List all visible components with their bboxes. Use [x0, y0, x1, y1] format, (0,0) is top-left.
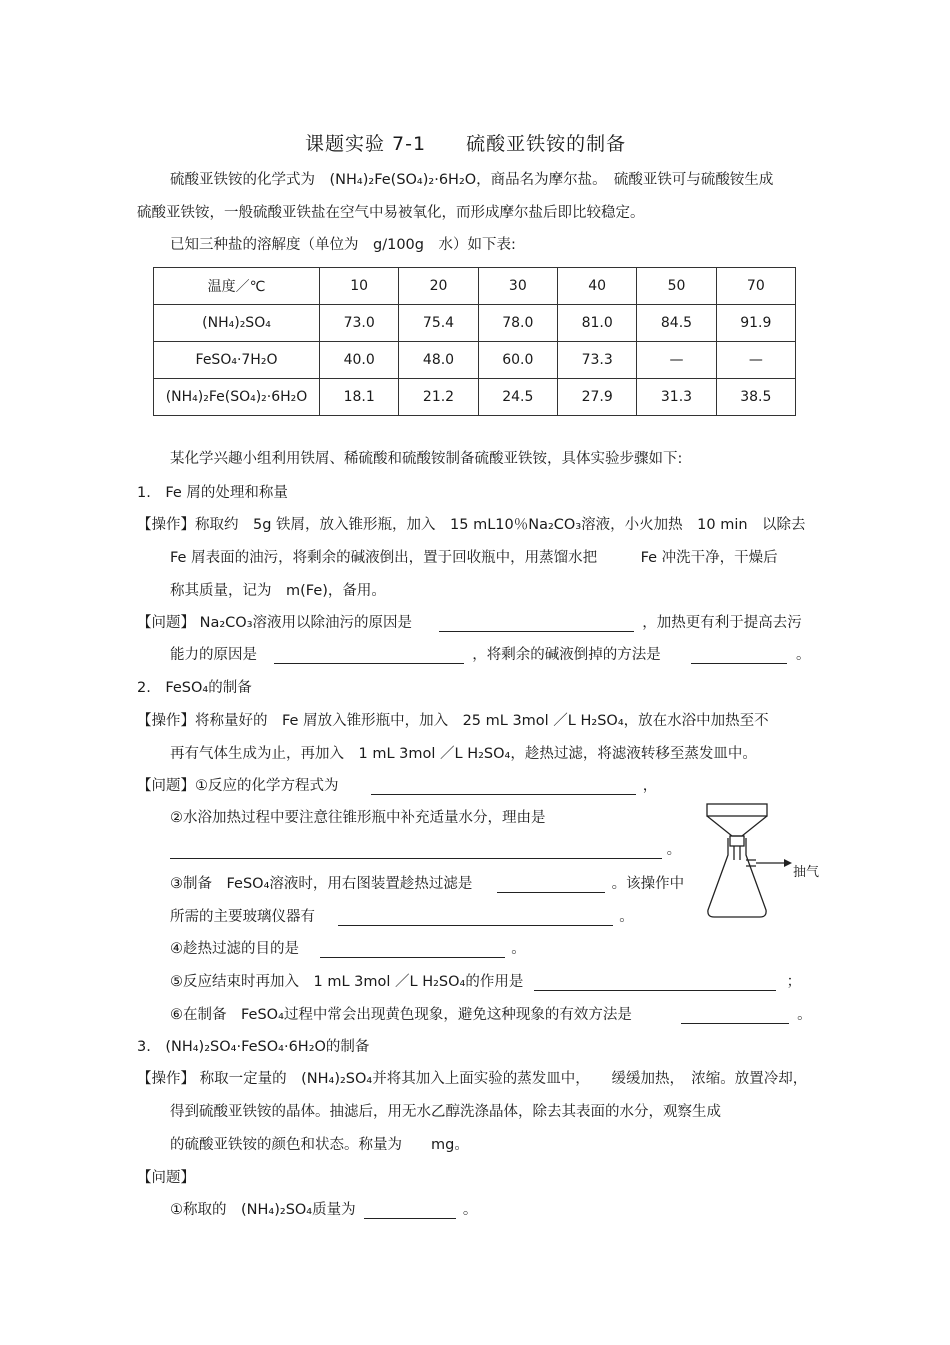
table-cell: 20 [399, 268, 478, 305]
funnel-stem-icon [734, 846, 740, 860]
section-3-heading: 3. (NH₄)₂SO₄·FeSO₄·6H₂O的制备 [137, 1039, 370, 1055]
s1-operation-line-1: 【操作】称取约 5g 铁屑，放入锥形瓶，加入 15 mL10％Na₂CO₃溶液，小火加热 10 min 以除去 [137, 517, 806, 533]
solubility-table [153, 267, 796, 416]
s2-question-2-answer-line [170, 838, 681, 859]
s2-q3-text: ③制备 FeSO₄溶液时，用右图装置趁热过滤是 [170, 876, 473, 892]
s2-question-3 [170, 872, 684, 893]
s2-question-5 [170, 970, 801, 991]
answer-blank[interactable] [364, 1202, 456, 1219]
funnel-top-icon [707, 804, 767, 816]
lead-paragraph: 某化学兴趣小组利用铁屑、稀硫酸和硫酸铵制备硫酸亚铁铵，具体实验步骤如下: [170, 451, 683, 467]
table-cell: — [637, 342, 716, 379]
table-cell: 60.0 [478, 342, 557, 379]
table-cell: 21.2 [399, 379, 478, 416]
intro-line-2: 硫酸亚铁铵，一般硫酸亚铁盐在空气中易被氧化，而形成摩尔盐后即比较稳定。 [137, 205, 645, 221]
table-cell: 73.0 [320, 305, 399, 342]
s3-question-label: 【问题】 [137, 1170, 195, 1186]
s3-q1-end: 。 [462, 1202, 478, 1218]
s2-question-2: ②水浴加热过程中要注意往锥形瓶中补充适量水分，理由是 [170, 810, 546, 826]
s3-operation-line-1: 【操作】 称取一定量的 (NH₄)₂SO₄并将其加入上面实验的蒸发皿中， 缓缓加热， 浓缩。放置冷却， [137, 1071, 808, 1087]
answer-blank[interactable] [681, 1007, 789, 1024]
table-cell: (NH₄)₂SO₄ [154, 305, 320, 342]
s1-q1-tail: ，加热更有利于提高去污 [642, 615, 802, 631]
table-cell: 81.0 [557, 305, 636, 342]
funnel-body-icon [707, 816, 767, 836]
answer-blank[interactable] [320, 941, 505, 958]
table-cell: 30 [478, 268, 557, 305]
s2-q6-text: ⑥在制备 FeSO₄过程中常会出现黄色现象，避免这种现象的有效方法是 [170, 1007, 632, 1023]
s1-operation-line-3: 称其质量，记为 m(Fe)，备用。 [170, 583, 386, 599]
s1-question-line-2 [170, 643, 810, 664]
answer-blank[interactable] [439, 615, 634, 632]
s2-operation-line-2: 再有气体生成为止，再加入 1 mL 3mol ／L H₂SO₄，趁热过滤，将滤液转移至蒸发皿中。 [170, 746, 757, 762]
s1-operation-line-2: Fe 屑表面的油污，将剩余的碱液倒出，置于回收瓶中，用蒸馏水把 Fe 冲洗干净，干燥后 [170, 550, 778, 566]
s2-q4-end: 。 [511, 941, 526, 957]
s1-question-line-1 [137, 611, 802, 632]
table-cell: 38.5 [716, 379, 795, 416]
intro-line-3: 已知三种盐的溶解度（单位为 g/100g 水）如下表: [170, 237, 516, 253]
stopper-icon [730, 836, 744, 846]
s2-q3-end: 。 [619, 909, 634, 925]
table-cell: 31.3 [637, 379, 716, 416]
section-1-heading: 1. Fe 屑的处理和称量 [137, 485, 288, 501]
table-cell: 18.1 [320, 379, 399, 416]
s2-q3-cont-text: 所需的主要玻璃仪器有 [170, 909, 315, 925]
table-cell: 78.0 [478, 305, 557, 342]
s1-q2-text: 能力的原因是 [170, 647, 257, 663]
table-cell: 91.9 [716, 305, 795, 342]
s2-q5-end: ； [786, 974, 802, 990]
s3-q1-text: ①称取的 (NH₄)₂SO₄质量为 [170, 1202, 356, 1218]
table-cell: 温度／℃ [154, 268, 320, 305]
answer-blank[interactable] [274, 647, 464, 664]
table-cell: (NH₄)₂Fe(SO₄)₂·6H₂O [154, 379, 320, 416]
s2-question-4 [170, 937, 526, 958]
s3-operation-line-2: 得到硫酸亚铁铵的晶体。抽滤后，用无水乙醇洗涤晶体，除去其表面的水分，观察生成 [170, 1104, 721, 1120]
page-title: 课题实验 7-1 硫酸亚铁铵的制备 [305, 133, 627, 155]
answer-blank[interactable] [170, 842, 662, 859]
table-cell: 48.0 [399, 342, 478, 379]
s1-q2-end: 。 [795, 647, 811, 663]
flask-icon [708, 838, 766, 917]
table-cell: 75.4 [399, 305, 478, 342]
answer-blank[interactable] [371, 778, 636, 795]
answer-blank[interactable] [534, 974, 776, 991]
table-cell: 84.5 [637, 305, 716, 342]
table-cell: FeSO₄·7H₂O [154, 342, 320, 379]
s3-question-1 [170, 1198, 477, 1219]
intro-line-1: 硫酸亚铁铵的化学式为 (NH₄)₂Fe(SO₄)₂·6H₂O，商品名为摩尔盐。 硫酸亚铁可与硫酸铵生成 [170, 172, 774, 188]
table-header-row [154, 268, 796, 305]
s2-q3-tail: 。该操作中 [611, 876, 685, 892]
s2-q1-text: 【问题】①反应的化学方程式为 [137, 778, 339, 794]
table-row [154, 342, 796, 379]
apparatus-label: 抽气 [793, 865, 820, 880]
table-cell: 73.3 [557, 342, 636, 379]
s1-q2-middle: ，将剩余的碱液倒掉的方法是 [472, 647, 661, 663]
s2-q6-end: 。 [797, 1007, 812, 1023]
s2-q1-tail: ， [642, 778, 658, 794]
section-2-heading: 2. FeSO₄的制备 [137, 680, 252, 696]
answer-blank[interactable] [691, 647, 787, 664]
table-cell: 40.0 [320, 342, 399, 379]
s1-q1-text: 【问题】 Na₂CO₃溶液用以除油污的原因是 [137, 615, 413, 631]
table-cell: 50 [637, 268, 716, 305]
arrow-right-icon [784, 859, 792, 867]
table-cell: 24.5 [478, 379, 557, 416]
s2-q2-end: 。 [666, 842, 682, 858]
s3-operation-line-3: 的硫酸亚铁铵的颜色和状态。称量为 mg。 [170, 1137, 469, 1153]
table-cell: — [716, 342, 795, 379]
answer-blank[interactable] [497, 876, 605, 893]
table-cell: 10 [320, 268, 399, 305]
s2-q4-text: ④趁热过滤的目的是 [170, 941, 299, 957]
s2-question-3-cont [170, 905, 634, 926]
s2-question-6 [170, 1003, 812, 1024]
answer-blank[interactable] [338, 909, 613, 926]
s2-question-1 [137, 774, 657, 795]
s2-operation-line-1: 【操作】将称量好的 Fe 屑放入锥形瓶中，加入 25 mL 3mol ／L H₂SO₄，放在水浴中加热至不 [137, 713, 769, 729]
table-cell: 40 [557, 268, 636, 305]
table-row [154, 305, 796, 342]
table-cell: 27.9 [557, 379, 636, 416]
table-cell: 70 [716, 268, 795, 305]
s2-q5-text: ⑤反应结束时再加入 1 mL 3mol ／L H₂SO₄的作用是 [170, 974, 524, 990]
table-row [154, 379, 796, 416]
